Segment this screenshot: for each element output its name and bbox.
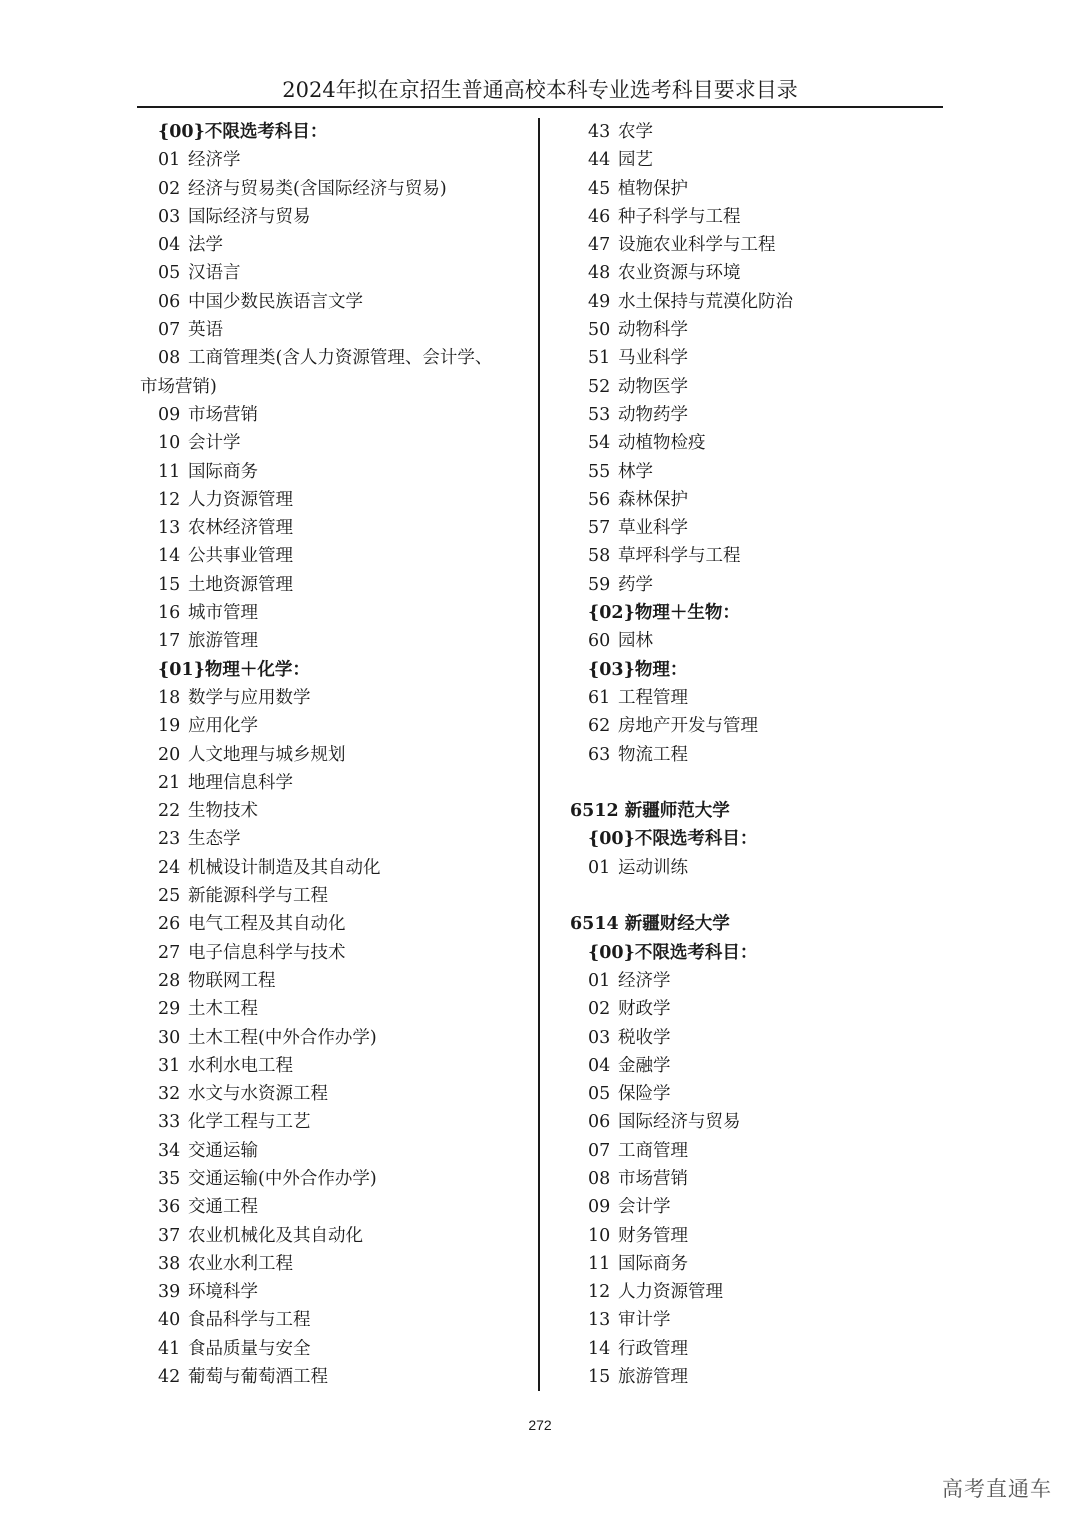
major-list-item (140, 769, 530, 797)
major-name: 国际经济与贸易 (618, 1112, 741, 1133)
major-code: 32 (158, 1084, 181, 1105)
major-list-item (570, 684, 940, 712)
major-name: 动物医学 (618, 376, 688, 397)
major-list-item (140, 1080, 530, 1108)
major-list-item (140, 1108, 530, 1136)
major-name: 房地产开发与管理 (618, 716, 758, 737)
major-list-item (570, 203, 940, 231)
major-code: 04 (158, 235, 181, 256)
major-code: 42 (158, 1367, 181, 1388)
major-code: 35 (158, 1168, 181, 1189)
major-code: 13 (588, 1310, 611, 1331)
major-name: 经济与贸易类(含国际经济与贸易) (188, 178, 447, 199)
major-list-item (570, 259, 940, 287)
major-code: 05 (588, 1084, 611, 1105)
major-code: 06 (158, 291, 181, 312)
major-code: 16 (158, 603, 181, 624)
major-list-item (570, 1080, 940, 1108)
major-name: 交通运输(中外合作办学) (188, 1168, 377, 1189)
major-code: 29 (158, 999, 181, 1020)
major-name: 交通运输 (188, 1140, 258, 1161)
major-list-item (570, 712, 940, 740)
major-name: 药学 (618, 574, 653, 595)
major-list-item (570, 514, 940, 542)
major-list-item (140, 1306, 530, 1334)
major-list-item (140, 571, 530, 599)
major-list-item (140, 797, 530, 825)
major-name: 保险学 (618, 1084, 671, 1105)
watermark-text: 高考直通车 (942, 1477, 1052, 1501)
major-name: 草坪科学与工程 (618, 546, 741, 567)
major-name: 公共事业管理 (188, 546, 293, 567)
major-name: 中国少数民族语言文学 (188, 291, 363, 312)
major-list-item (140, 1222, 530, 1250)
major-name: 交通工程 (188, 1197, 258, 1218)
category-heading: {01}物理＋化学： (158, 659, 310, 680)
major-code: 27 (158, 942, 181, 963)
major-code: 53 (588, 404, 611, 425)
major-code: 02 (158, 178, 181, 199)
major-list-item (140, 458, 530, 486)
major-name: 金融学 (618, 1055, 671, 1076)
category-heading: {02}物理＋生物： (588, 603, 740, 624)
major-list-item (570, 967, 940, 995)
major-code: 13 (158, 518, 181, 539)
major-code: 24 (158, 857, 181, 878)
major-list-item (570, 627, 940, 655)
major-list-item (140, 967, 530, 995)
major-code: 06 (588, 1112, 611, 1133)
major-name: 国际商务 (188, 461, 258, 482)
major-code: 15 (158, 574, 181, 595)
major-code: 21 (158, 772, 181, 793)
major-code: 03 (588, 1027, 611, 1048)
major-code: 08 (588, 1168, 611, 1189)
major-list-item (570, 373, 940, 401)
major-name: 市场营销 (618, 1168, 688, 1189)
major-code: 62 (588, 716, 611, 737)
major-name: 种子科学与工程 (618, 206, 741, 227)
major-code: 19 (158, 716, 181, 737)
major-code: 61 (588, 687, 611, 708)
major-list-item (570, 571, 940, 599)
major-code: 20 (158, 744, 181, 765)
major-list-item (570, 401, 940, 429)
major-list-item (140, 939, 530, 967)
major-list-item (140, 825, 530, 853)
major-code: 11 (588, 1253, 611, 1274)
major-list-item (140, 1250, 530, 1278)
major-code: 03 (158, 206, 181, 227)
major-name: 物联网工程 (188, 970, 276, 991)
category-heading: {03}物理： (588, 659, 688, 680)
major-list-item (570, 1222, 940, 1250)
page-header-title: 2024年拟在京招生普通高校本科专业选考科目要求目录 (282, 78, 798, 102)
blank-spacer (570, 769, 940, 797)
major-list-item (570, 118, 940, 146)
major-list-item (140, 1335, 530, 1363)
major-name: 英语 (188, 320, 223, 341)
major-code: 58 (588, 546, 611, 567)
major-code: 49 (588, 291, 611, 312)
major-name: 旅游管理 (618, 1367, 688, 1388)
major-name: 经济学 (188, 150, 241, 171)
major-code: 45 (588, 178, 611, 199)
major-name: 机械设计制造及其自动化 (188, 857, 381, 878)
left-column (140, 118, 530, 1391)
category-heading: {00}不限选考科目： (588, 829, 758, 850)
major-list-item (570, 288, 940, 316)
major-list-item (140, 542, 530, 570)
major-name: 农业机械化及其自动化 (188, 1225, 363, 1246)
major-code: 22 (158, 801, 181, 822)
major-list-item (570, 995, 940, 1023)
category-heading: {00}不限选考科目： (588, 942, 758, 963)
major-code: 43 (588, 122, 611, 142)
major-list-item (140, 401, 530, 429)
major-code: 14 (158, 546, 181, 567)
major-code: 15 (588, 1367, 611, 1388)
major-name: 数学与应用数学 (188, 687, 311, 708)
major-list-item (570, 146, 940, 174)
major-name: 生物技术 (188, 801, 258, 822)
major-list-item (570, 1193, 940, 1221)
major-list-item (570, 1108, 940, 1136)
major-name: 市场营销 (188, 404, 258, 425)
major-name: 农业水利工程 (188, 1253, 293, 1274)
major-list-item (140, 910, 530, 938)
major-name: 旅游管理 (188, 631, 258, 652)
major-list-item (570, 316, 940, 344)
major-name: 会计学 (618, 1197, 671, 1218)
major-name: 行政管理 (618, 1338, 688, 1359)
major-name: 生态学 (188, 829, 241, 850)
major-list-item (570, 486, 940, 514)
major-list-item (140, 288, 530, 316)
major-name: 人力资源管理 (618, 1282, 723, 1303)
major-code: 14 (588, 1338, 611, 1359)
major-code: 01 (588, 970, 611, 991)
major-list-item (140, 231, 530, 259)
major-list-item (140, 429, 530, 457)
major-name: 应用化学 (188, 716, 258, 737)
major-list-item (140, 627, 530, 655)
major-code: 40 (158, 1310, 181, 1331)
major-list-item (140, 1052, 530, 1080)
major-list-item (140, 1024, 530, 1052)
major-code: 41 (158, 1338, 181, 1359)
major-name-continuation: 市场营销) (140, 376, 217, 397)
major-code: 48 (588, 263, 611, 284)
major-list-item (570, 854, 940, 882)
major-code: 09 (588, 1197, 611, 1218)
major-name: 水文与水资源工程 (188, 1084, 328, 1105)
major-name: 城市管理 (188, 603, 258, 624)
major-code: 09 (158, 404, 181, 425)
major-name: 工商管理类(含人力资源管理、会计学、 (188, 348, 493, 369)
major-code: 11 (158, 461, 181, 482)
major-list-item (570, 231, 940, 259)
major-name: 财政学 (618, 999, 671, 1020)
major-name: 设施农业科学与工程 (618, 235, 776, 256)
page-number: 272 (528, 1417, 552, 1433)
major-list-item (570, 344, 940, 372)
major-code: 26 (158, 914, 181, 935)
major-code: 31 (158, 1055, 181, 1076)
major-name: 园林 (618, 631, 653, 652)
major-code: 10 (158, 433, 181, 454)
major-name: 运动训练 (618, 857, 688, 878)
major-code: 46 (588, 206, 611, 227)
major-name: 动植物检疫 (618, 433, 706, 454)
major-code: 36 (158, 1197, 181, 1218)
major-code: 37 (158, 1225, 181, 1246)
major-code: 02 (588, 999, 611, 1020)
blank-spacer (570, 882, 940, 910)
major-name: 国际经济与贸易 (188, 206, 311, 227)
major-name: 工商管理 (618, 1140, 688, 1161)
major-list-item (570, 1306, 940, 1334)
major-list-item (570, 1137, 940, 1165)
major-name: 人力资源管理 (188, 489, 293, 510)
major-list-item (140, 684, 530, 712)
major-list-item (570, 1250, 940, 1278)
major-name: 新能源科学与工程 (188, 886, 328, 907)
major-name: 人文地理与城乡规划 (188, 744, 346, 765)
major-name: 马业科学 (618, 348, 688, 369)
major-list-item (570, 741, 940, 769)
major-list-item (140, 995, 530, 1023)
major-code: 08 (158, 348, 181, 369)
column-divider (538, 118, 540, 1391)
major-name: 税收学 (618, 1027, 671, 1048)
major-list-item (570, 1024, 940, 1052)
major-list-item (140, 1278, 530, 1306)
major-name: 电气工程及其自动化 (188, 914, 346, 935)
major-name: 财务管理 (618, 1225, 688, 1246)
major-name: 农学 (618, 122, 653, 142)
major-code: 34 (158, 1140, 181, 1161)
major-code: 07 (158, 320, 181, 341)
major-list-item (140, 1363, 530, 1391)
major-code: 01 (588, 857, 611, 878)
major-code: 17 (158, 631, 181, 652)
major-list-item (140, 203, 530, 231)
major-list-item (140, 316, 530, 344)
major-name: 土木工程 (188, 999, 258, 1020)
major-name: 水土保持与荒漠化防治 (618, 291, 793, 312)
major-code: 07 (588, 1140, 611, 1161)
header-rule (137, 106, 943, 108)
major-code: 25 (158, 886, 181, 907)
major-name: 农业资源与环境 (618, 263, 741, 284)
major-code: 33 (158, 1112, 181, 1133)
major-code: 04 (588, 1055, 611, 1076)
major-code: 63 (588, 744, 611, 765)
major-code: 47 (588, 235, 611, 256)
major-code: 39 (158, 1282, 181, 1303)
major-list-item (570, 1165, 940, 1193)
major-name: 电子信息科学与技术 (188, 942, 346, 963)
major-name: 森林保护 (618, 489, 688, 510)
major-name: 食品质量与安全 (188, 1338, 311, 1359)
major-code: 52 (588, 376, 611, 397)
major-name: 水利水电工程 (188, 1055, 293, 1076)
major-name: 葡萄与葡萄酒工程 (188, 1367, 328, 1388)
major-code: 60 (588, 631, 611, 652)
major-list-item (570, 1363, 940, 1391)
major-code: 50 (588, 320, 611, 341)
major-name: 地理信息科学 (188, 772, 293, 793)
major-list-item (140, 1137, 530, 1165)
major-list-item (140, 146, 530, 174)
right-column (570, 118, 940, 1391)
major-code: 54 (588, 433, 611, 454)
major-name: 土木工程(中外合作办学) (188, 1027, 377, 1048)
major-code: 56 (588, 489, 611, 510)
major-list-item (140, 175, 530, 203)
major-name: 会计学 (188, 433, 241, 454)
major-list-item (140, 259, 530, 287)
university-heading: 6512 新疆师范大学 (570, 801, 730, 822)
major-name: 工程管理 (618, 687, 688, 708)
major-list-item (570, 458, 940, 486)
major-code: 18 (158, 687, 181, 708)
major-code: 59 (588, 574, 611, 595)
major-name: 动物科学 (618, 320, 688, 341)
major-list-item (140, 486, 530, 514)
major-code: 55 (588, 461, 611, 482)
major-code: 12 (158, 489, 181, 510)
major-list-item (140, 514, 530, 542)
major-list-item (570, 175, 940, 203)
major-name: 农林经济管理 (188, 518, 293, 539)
major-name: 环境科学 (188, 1282, 258, 1303)
major-name: 林学 (618, 461, 653, 482)
major-name: 化学工程与工艺 (188, 1112, 311, 1133)
major-list-item (140, 854, 530, 882)
major-list-item (570, 1052, 940, 1080)
major-list-item (570, 1335, 940, 1363)
major-code: 01 (158, 150, 181, 171)
major-name: 草业科学 (618, 518, 688, 539)
major-list-item (140, 599, 530, 627)
major-code: 05 (158, 263, 181, 284)
major-code: 28 (158, 970, 181, 991)
university-heading: 6514 新疆财经大学 (570, 914, 730, 935)
major-name: 园艺 (618, 150, 653, 171)
major-name: 法学 (188, 235, 223, 256)
major-name: 土地资源管理 (188, 574, 293, 595)
category-heading: {00}不限选考科目： (158, 122, 328, 142)
major-list-item (140, 1193, 530, 1221)
major-code: 23 (158, 829, 181, 850)
major-list-item (140, 712, 530, 740)
major-name: 国际商务 (618, 1253, 688, 1274)
major-name: 经济学 (618, 970, 671, 991)
major-list-item (140, 882, 530, 910)
major-name: 物流工程 (618, 744, 688, 765)
major-name: 审计学 (618, 1310, 671, 1331)
major-list-item (140, 344, 530, 372)
major-name: 汉语言 (188, 263, 241, 284)
major-list-item (570, 429, 940, 457)
major-name: 植物保护 (618, 178, 688, 199)
major-code: 12 (588, 1282, 611, 1303)
major-list-item (140, 1165, 530, 1193)
major-list-item (140, 741, 530, 769)
major-name: 动物药学 (618, 404, 688, 425)
major-code: 44 (588, 150, 611, 171)
major-name: 食品科学与工程 (188, 1310, 311, 1331)
major-code: 30 (158, 1027, 181, 1048)
major-code: 57 (588, 518, 611, 539)
major-code: 51 (588, 348, 611, 369)
major-list-item (570, 1278, 940, 1306)
major-code: 38 (158, 1253, 181, 1274)
major-code: 10 (588, 1225, 611, 1246)
major-list-item (570, 542, 940, 570)
